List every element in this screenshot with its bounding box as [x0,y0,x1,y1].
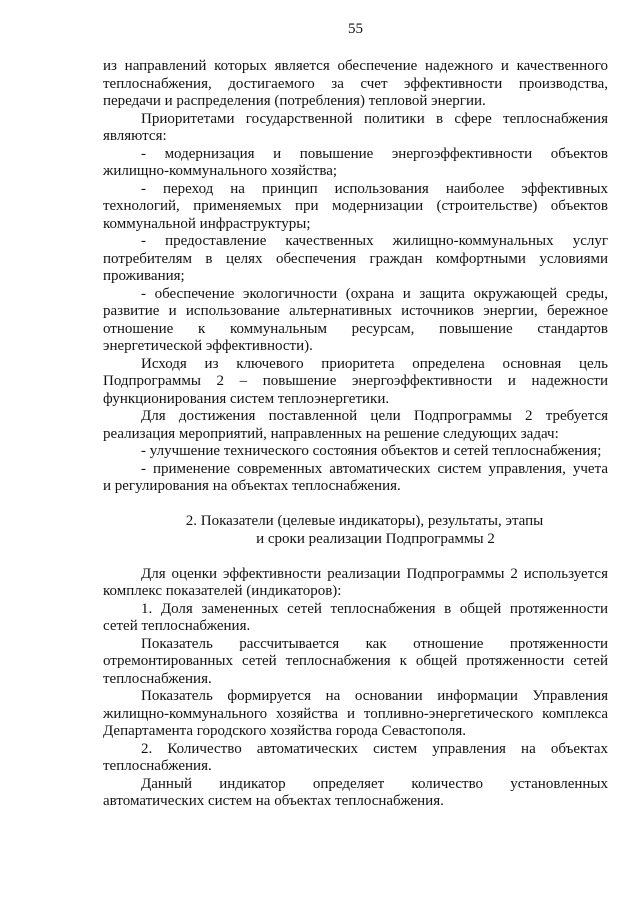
text-line: Для достижения поставленной цели Подпрограммы 2 требуется [141,408,608,424]
section-heading-line: и сроки реализации Подпрограммы 2 [256,530,495,547]
text-line: теплоснабжения. [103,670,212,687]
text-line: проживания; [103,268,185,284]
text-line: Департамента городского хозяйства города Севастополя. [103,723,467,739]
text-line: автоматических систем на объектах теплоснабжения. [103,793,444,809]
text-line: - модернизация и повышение энергоэффективности объектов [141,145,608,162]
list-item-housing-services [103,233,608,286]
text-line: реализация мероприятий, направленных на решение следующих задач: [103,425,559,442]
text-line: потребителям в целях обеспечения граждан комфортными условиями [103,250,608,267]
text-line: Данный индикатор определяет количество установленных [141,775,608,792]
paragraph-indicators-intro [103,566,608,601]
text-line: функционирования систем теплоэнергетики. [103,390,390,407]
text-line: передачи и распределения (потребления) тепловой энергии. [103,93,486,109]
list-item-technical-condition [103,443,608,461]
text-line: 2. Количество автоматических систем управления на объектах [141,740,608,757]
paragraph-priorities-intro [103,111,608,146]
list-item-ecology [103,286,608,356]
paragraph-tasks-intro [103,408,608,443]
text-line: Показатель формируется на основании информации Управления [141,688,608,704]
indicator-item-automatic-systems [103,741,608,776]
text-line: энергетической эффективности). [103,338,313,354]
intro-text [103,58,608,496]
text-line: жилищно-коммунального хозяйства и топливно-энергетического комплекса [103,705,608,722]
text-line: Показатель рассчитывается как отношение протяженности [141,635,608,652]
text-line: жилищно-коммунального хозяйства; [103,163,338,179]
text-line: Исходя из ключевого приоритета определена основная цель [141,355,608,372]
text-line: 1. Доля замененных сетей теплоснабжения в общей протяженности [141,600,608,617]
section-heading [103,513,608,548]
section-heading-line: 2. Показатели (целевые индикаторы), результаты, этапы [185,513,544,529]
section-2-text [103,566,608,811]
text-line: - переход на принцип использования наиболее эффективных [141,180,608,197]
text-line: - предоставление качественных жилищно-коммунальных услуг [141,233,608,249]
text-line: - обеспечение экологичности (охрана и защита окружающей среды, [141,285,608,302]
list-item-technology-transition [103,181,608,234]
text-line: отношение к коммунальным ресурсам, повышение стандартов [103,320,608,337]
paragraph-indicator-source [103,688,608,741]
text-line: - применение современных автоматических систем управления, учета [141,460,608,477]
indicator-item-replaced-networks [103,601,608,636]
text-line: Подпрограммы 2 – повышение энергоэффективности и надежности [103,373,608,389]
text-line: Приоритетами государственной политики в сфере теплоснабжения [141,110,608,127]
text-line: комплекс показателей (индикаторов): [103,583,342,599]
paragraph-indicator-calculation [103,636,608,689]
text-line: теплоснабжения. [103,758,212,774]
text-line: технологий, применяемых при модернизации (строительстве) объектов [103,198,608,214]
text-line: отремонтированных сетей теплоснабжения к общей протяженности сетей [103,653,608,669]
list-item-modernization [103,146,608,181]
text-line: и регулирования на объектах теплоснабжения. [103,478,401,494]
list-item-automatic-systems [103,461,608,496]
text-line: сетей теплоснабжения. [103,618,251,634]
page-number: 55 [348,21,363,37]
text-line: являются: [103,128,167,144]
text-line: теплоснабжения, достигаемого за счет эффективности производства, [103,75,608,92]
text-line: - улучшение технического состояния объектов и сетей теплоснабжения; [141,443,602,459]
text-line: из направлений которых является обеспечение надежного и качественного [103,58,608,74]
paragraph-continuation [103,58,608,111]
text-line: коммунальной инфраструктуры; [103,215,311,232]
text-line: развитие и использование альтернативных источников энергии, бережное [103,303,608,319]
text-line: Для оценки эффективности реализации Подпрограммы 2 используется [141,565,608,582]
paragraph-main-goal [103,356,608,409]
page-body [103,58,608,811]
paragraph-indicator-definition [103,776,608,811]
